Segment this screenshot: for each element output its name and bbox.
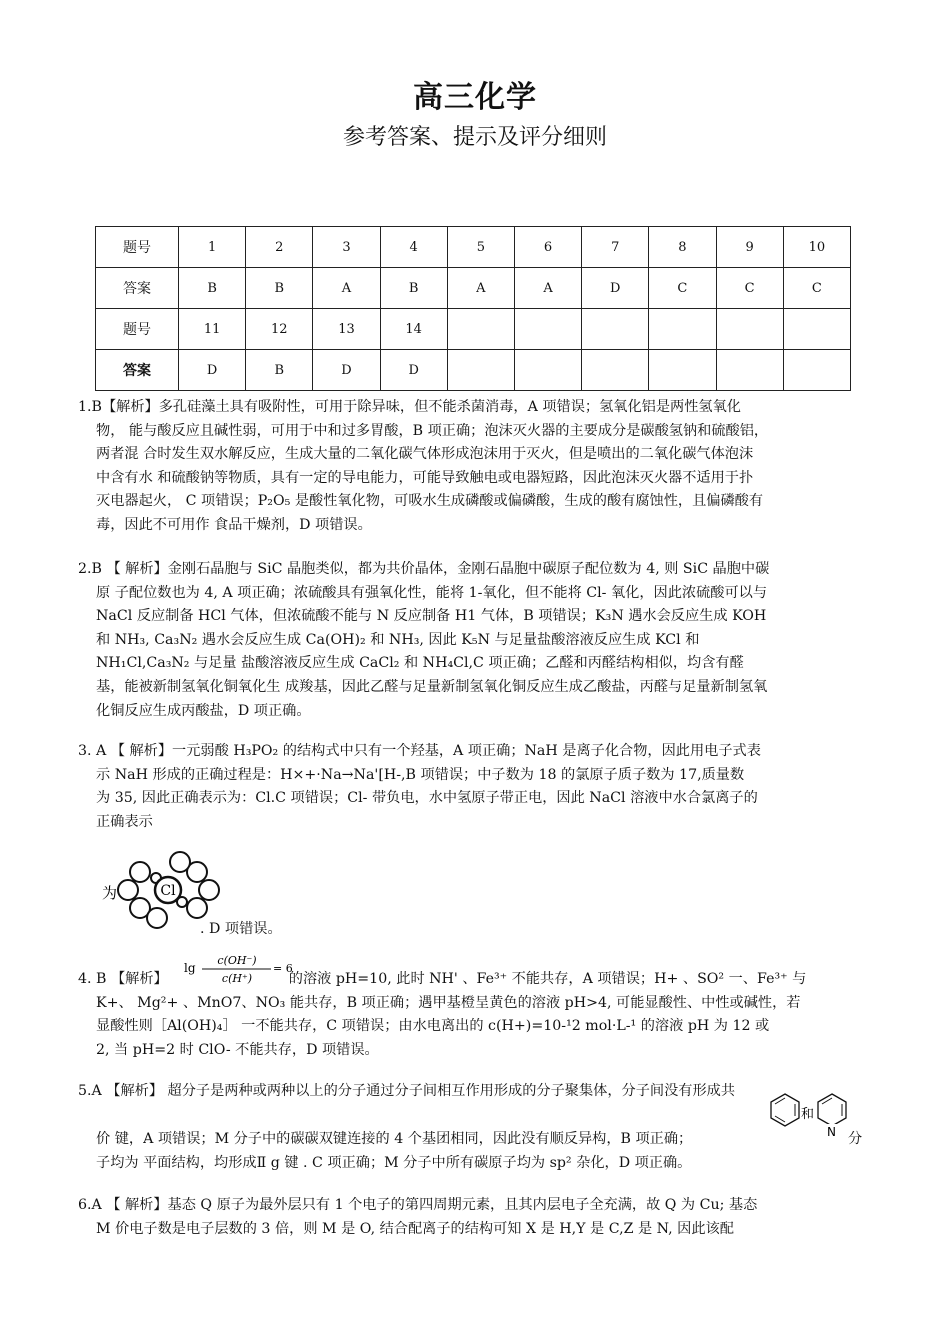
table-cell: 7 [582, 227, 649, 268]
table-cell: B [246, 350, 313, 391]
text-line: 正确表示 [96, 813, 153, 830]
page-subtitle: 参考答案、提示及评分细则 [342, 125, 607, 150]
table-row [96, 227, 851, 268]
water-oxygen-icon [170, 852, 190, 872]
table-cell: 14 [380, 309, 447, 350]
answer-explanation-2 [78, 558, 868, 723]
text-line: 显酸性则［Al(OH)₄］ 一不能共存，C 项错误；由水电离出的 c(H+)=10-¹2 mol·L-¹ 的溶液 pH 为 12 或 [96, 1018, 770, 1035]
answer-explanation-3 [78, 740, 868, 834]
table-cell: 9 [716, 227, 783, 268]
table-cell: 4 [380, 227, 447, 268]
answer-table [95, 226, 851, 391]
water-oxygen-icon [118, 880, 138, 900]
table-cell: 11 [179, 309, 246, 350]
table-header-cell: 题号 [96, 309, 179, 350]
and-text: 和 [801, 1107, 815, 1122]
text-line: . D 项错误。 [200, 921, 282, 937]
table-cell [514, 350, 581, 391]
figure-prefix: 为 [102, 884, 118, 902]
table-cell: 10 [783, 227, 850, 268]
table-cell: 8 [649, 227, 716, 268]
answer-explanation-6 [78, 1194, 868, 1241]
fraction-denominator: c(H⁺) [221, 972, 253, 985]
table-cell: D [380, 350, 447, 391]
table-cell: C [783, 268, 850, 309]
q4-text: 的溶液 pH=10, 此时 NH' 、Fe³⁺ 不能共存，A 项错误；H+ 、SO² 一、Fe³⁺ 与 [288, 971, 807, 987]
text-line: 灭电器起火， C 项错误；P₂O₅ 是酸性氧化物，可吸水生成磷酸或偏磷酸，生成的酸有腐蚀性，且偏磷酸有 [96, 493, 764, 510]
table-header-cell: 答案 [96, 350, 179, 391]
table-cell: D [582, 268, 649, 309]
table-cell: 6 [514, 227, 581, 268]
text-line: 分 [848, 1131, 863, 1147]
table-cell: C [649, 268, 716, 309]
text-line: 物， 能与酸反应且碱性弱，可用于中和过多胃酸，B 项正确；泡沫灭火器的主要成分是碳酸氢钠和硫酸铝， [96, 422, 769, 439]
table-cell: D [313, 350, 380, 391]
table-cell: C [716, 268, 783, 309]
chloride-label: Cl [160, 883, 176, 899]
table-cell [716, 309, 783, 350]
table-row [96, 268, 851, 309]
table-cell [649, 350, 716, 391]
table-cell: 2 [246, 227, 313, 268]
table-cell [783, 309, 850, 350]
text-line: 和 NH₃, Ca₃N₂ 遇水会反应生成 Ca(OH)₂ 和 NH₃, 因此 K₅N 与足量盐酸溶液反应生成 KCl 和 [96, 631, 700, 648]
text-line: 中含有水 和硫酸钠等物质，具有一定的导电能力，可能导致触电或电器短路，因此泡沫灭火器不适用于扑 [96, 469, 754, 486]
table-cell [447, 309, 514, 350]
fraction-equals: = 6 [273, 962, 293, 975]
table-cell: B [380, 268, 447, 309]
table-row [96, 350, 851, 391]
text-line: NaCl 反应制备 HCl 气体，但浓硫酸不能与 N 反应制备 H1 气体，B 项错误；K₃N 遇水会反应生成 KOH [96, 608, 767, 625]
text-line: 基，能被新制氢氧化铜氧化生 成羧基，因此乙醛与足量新制氢氧化铜反应生成乙酸盐，丙醛与足量新制氢氧 [96, 678, 768, 695]
text-line: 1.B【解析】多孔硅藻土具有吸附性，可用于除异味，但不能杀菌消毒，A 项错误；氢氧化铝是两性氢氧化 [78, 399, 741, 415]
text-line: 5.A 【解析】 超分子是两种或两种以上的分子通过分子间相互作用形成的分子聚集体，分子间没有形成共 [78, 1083, 736, 1099]
table-cell [649, 309, 716, 350]
table-cell [783, 350, 850, 391]
table-cell: B [246, 268, 313, 309]
water-oxygen-icon [147, 908, 167, 928]
page-title: 高三化学 [413, 80, 537, 115]
text-line: 子均为 平面结构，均形成Ⅱ g 键 . C 项正确；M 分子中所有碳原子均为 sp² 杂化，D 项正确。 [96, 1154, 692, 1171]
text-line: 2, 当 pH=2 时 ClO- 不能共存，D 项错误。 [96, 1041, 379, 1058]
log-ratio-formula [182, 950, 294, 990]
fraction-numerator: c(OH⁻) [217, 954, 257, 967]
figure-tail [848, 1128, 878, 1152]
text-line: 3. A 【 解析】一元弱酸 H₃PO₂ 的结构式中只有一个羟基，A 项正确；NaH 是离子化合物，因此用电子式表 [78, 743, 761, 759]
text-line: K+、 Mg²+ 、MnO7、NO₃ 能共存，B 项正确；遇甲基橙呈黄色的溶液 pH>4, 可能显酸性、中性或碱性，若 [96, 994, 801, 1011]
water-oxygen-icon [187, 898, 207, 918]
answer-explanation-5 [78, 1080, 868, 1104]
answer-explanation-1 [78, 396, 868, 538]
lg-text: lg [184, 961, 196, 975]
text-line: 化铜反应生成丙酸盐，D 项正确。 [96, 702, 311, 719]
text-line: NH₁Cl,Ca₃N₂ 与足量 盐酸溶液反应生成 CaCl₂ 和 NH₄Cl,C 项正确；乙醛和丙醛结构相似，均含有醛 [96, 655, 744, 672]
water-oxygen-icon [130, 862, 150, 882]
text-line: M 价电子数是电子层数的 3 倍，则 M 是 O, 结合配离子的结构可知 X 是 H,Y 是 C,Z 是 N, 因此该配 [96, 1220, 734, 1237]
text-line: 为 35, 因此正确表示为：Cl.C 项错误；Cl- 带负电，水中氢原子带正电，因此 NaCl 溶液中水合氯离子的 [96, 790, 758, 807]
table-header-cell: 答案 [96, 268, 179, 309]
text-line: 6.A 【 解析】基态 Q 原子为最外层只有 1 个电子的第四周期元素，且其内层电子全充满，故 Q 为 Cu; 基态 [78, 1197, 758, 1213]
table-cell: A [514, 268, 581, 309]
answer-explanation-5-cont [78, 1128, 868, 1175]
benzene-pyridine-structures [763, 1090, 853, 1140]
answer-explanation-3-end [200, 918, 400, 942]
table-cell [716, 350, 783, 391]
table-row [96, 309, 851, 350]
table-cell: 5 [447, 227, 514, 268]
table-cell: D [179, 350, 246, 391]
text-line: 毒，因此不可用作 食品干燥剂，D 项错误。 [96, 516, 372, 533]
table-cell [447, 350, 514, 391]
text-line: 价 键，A 项错误；M 分子中的碳碳双键连接的 4 个基团相同，因此没有顺反异构，B 项正确； [96, 1131, 693, 1147]
water-oxygen-icon [199, 880, 219, 900]
table-cell: A [313, 268, 380, 309]
text-line: 原 子配位数也为 4, A 项正确；浓硫酸具有强氧化性，能将 1-氧化，但不能将 Cl- 氧化，因此浓硫酸可以与 [96, 584, 768, 601]
table-cell: 12 [246, 309, 313, 350]
text-line: 示 NaH 形成的正确过程是：H×+·Na→Na'[H-,B 项错误；中子数为 18 的氯原子质子数为 17,质量数 [96, 766, 745, 783]
table-cell: 13 [313, 309, 380, 350]
q4-label: 4. B 【解析】 [78, 971, 168, 987]
text-line: 2.B 【 解析】金刚石晶胞与 SiC 晶胞类似，都为共价晶体，金刚石晶胞中碳原子配位数为 4, 则 SiC 晶胞中碳 [78, 561, 770, 577]
table-cell: 3 [313, 227, 380, 268]
table-cell [514, 309, 581, 350]
table-cell [582, 350, 649, 391]
table-cell: 1 [179, 227, 246, 268]
table-header-cell: 题号 [96, 227, 179, 268]
table-cell: A [447, 268, 514, 309]
text-line: 两者混 合时发生双水解反应，生成大量的二氧化碳气体形成泡沫用于灭火，但是喷出的二氧化碳气体泡沫 [96, 446, 754, 463]
nitrogen-label: N [827, 1125, 836, 1139]
table-cell [582, 309, 649, 350]
table-cell: B [179, 268, 246, 309]
